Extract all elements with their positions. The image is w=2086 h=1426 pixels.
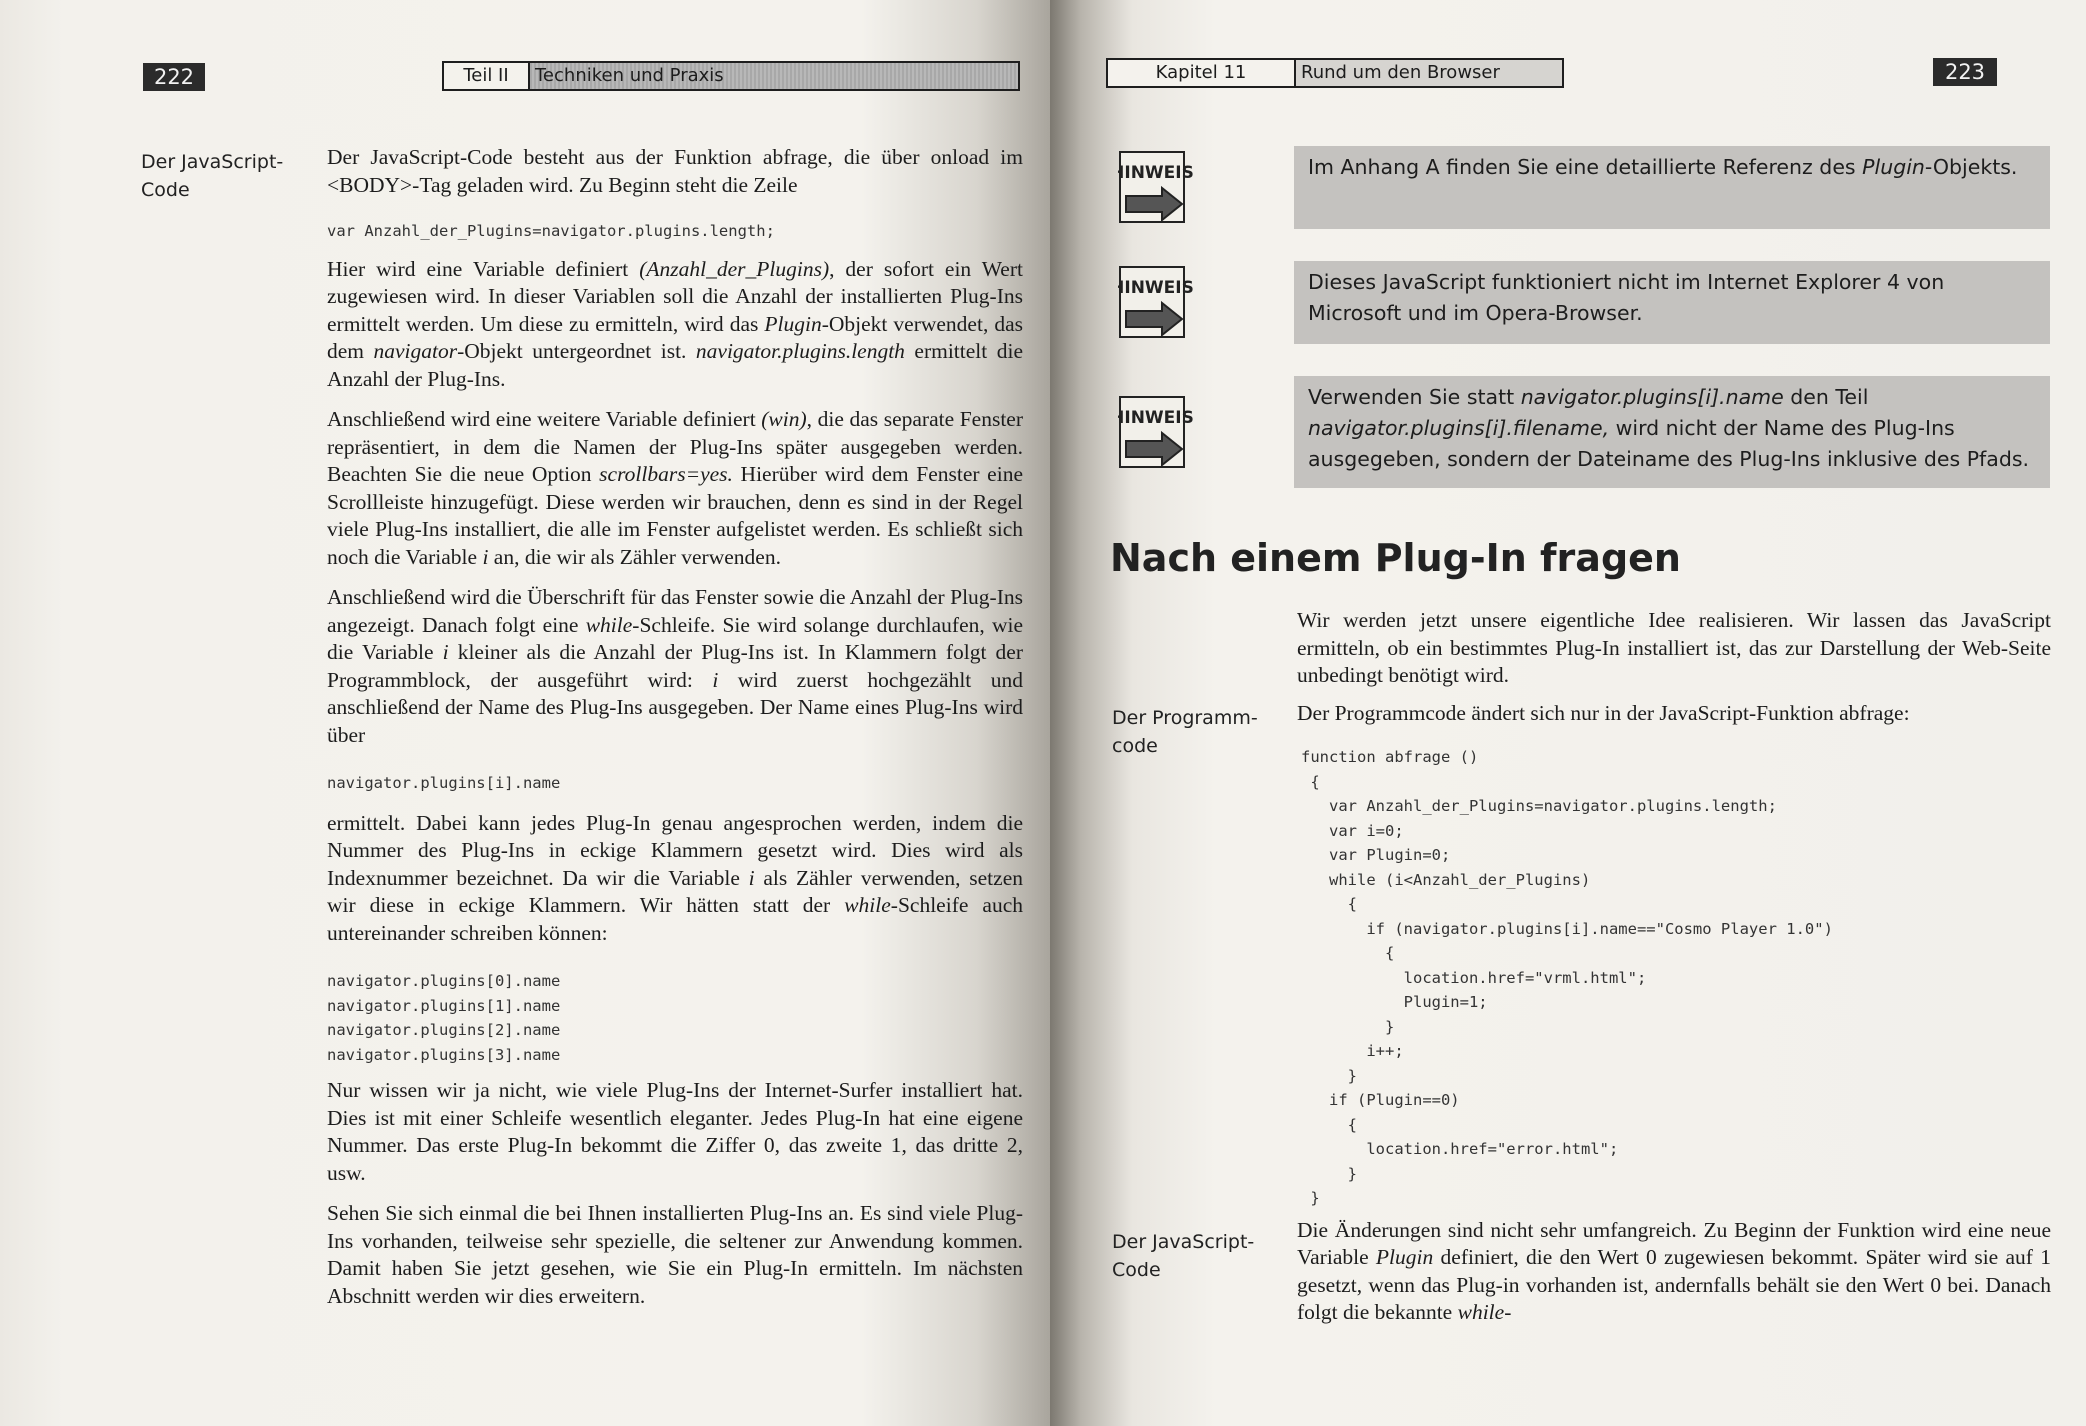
right-page: [1050, 0, 2086, 1426]
header-title: Rund um den Browser: [1296, 60, 1562, 86]
svg-text:HINWEIS: HINWEIS: [1118, 408, 1194, 428]
hint-box: Verwenden Sie statt navigator.plugins[i].name den Teil navigator.plugins[i].filename, wird nicht der Name des Plug-Ins ausgegeben, sondern der Dateiname des Plug-Ins inklusive des Pfads.: [1294, 376, 2050, 488]
paragraph: Anschließend wird die Überschrift für das Fenster sowie die Anzahl der Plug-Ins angezeigt. Danach folgt eine while-Schleife. Sie wird solange durchlaufen, wie die Variable i kleiner als die Anzahl der Plug-Ins ist. In Klammern folgt der Programmblock, der ausgeführt wird: i wird zuerst hochgezählt und anschließend der Name des Plug-Ins ausgegeben. Der Name eines Plug-Ins wird über: [327, 585, 1023, 747]
left-text-column: [327, 144, 1023, 1310]
paragraph: Sehen Sie sich einmal die bei Ihnen installierten Plug-Ins an. Es sind viele Plug-Ins vorhanden, teilweise sehr spezielle, die seltener zur Anwendung kommen. Damit haben Sie jetzt gesehen, wie Sie ein Plug-In ermitteln. Im nächsten Abschnitt werden wir dies erweitern.: [327, 1201, 1023, 1308]
paragraph: Anschließend wird eine weitere Variable definiert (win), die das separate Fenster repräsentiert, in dem die Namen der Plug-Ins später ausgegeben werden. Beachten Sie die neue Option scrollbars=yes. Hierüber wird dem Fenster eine Scrollleiste hinzugefügt. Diese werden wir brauchen, denn es sind in der Regel viele Plug-Ins installiert, die alle im Fenster aufgelistet werden. Es schließt sich noch die Variable i an, die wir als Zähler verwenden.: [327, 407, 1024, 569]
code-block: function abfrage () { var Anzahl_der_Plugins=navigator.plugins.length; var i=0; var Plugin=0; while (i<Anzahl_der_Plugins) { if (navigator.plugins[i].name=="Cosmo Player 1.0") { location.href="vrml.html"; Plugin=1; } i++; } if (Plugin==0) { location.href="error.html"; } }: [1301, 748, 1833, 1207]
paragraph: ermittelt. Dabei kann jedes Plug-In genau angesprochen werden, indem die Nummer des Plug-Ins in eckige Klammern gesetzt wird. Dies wird als Indexnummer bezeichnet. Da wir die Variable i als Zähler verwenden, setzen wir diese in eckige Klammern. Wir hätten statt der while-Schleife auch untereinander schreiben können:: [327, 810, 1024, 945]
paragraph: Der JavaScript-Code besteht aus der Funktion abfrage, die über onload im <BODY>-Tag geladen wird. Zu Beginn steht die Zeile: [327, 145, 1023, 197]
svg-text:HINWEIS: HINWEIS: [1118, 278, 1194, 298]
code-line: var Anzahl_der_Plugins=navigator.plugins.length;: [327, 222, 775, 240]
margin-note: Der Programm- code: [1112, 707, 1258, 757]
paragraph: Nur wissen wir ja nicht, wie viele Plug-Ins der Internet-Surfer installiert hat. Dies ist mit einer Schleife wesentlich eleganter. Jedes Plug-In hat eine eigene Nummer. Das erste Plug-In bekommt die Ziffer 0, das zweite 1, das dritte 2, usw.: [327, 1078, 1023, 1185]
hint-box: Im Anhang A finden Sie eine detaillierte Referenz des Plugin-Objekts.: [1294, 146, 2050, 229]
paragraph: Hier wird eine Variable definiert (Anzahl_der_Plugins), der sofort ein Wert zugewiesen wird. In dieser Variablen soll die Anzahl der installierten Plug-Ins ermittelt werden. Um diese zu ermitteln, wird das Plugin-Objekt verwendet, das dem navigator-Objekt untergeordnet ist. navigator.plugins.length ermittelt die Anzahl der Plug-Ins.: [327, 256, 1023, 391]
header-part: Teil II: [444, 63, 530, 89]
running-header: [442, 61, 1020, 91]
page-number: 223: [1933, 58, 1997, 86]
hint-box: Dieses JavaScript funktioniert nicht im Internet Explorer 4 von Microsoft und im Opera-Browser.: [1294, 261, 2050, 344]
page-number: 222: [143, 63, 205, 91]
hinweis-arrow-icon: [1118, 265, 1198, 341]
header-part: Kapitel 11: [1108, 60, 1296, 86]
margin-note: Der JavaScript- Code: [141, 151, 284, 201]
margin-note: Der JavaScript- Code: [1112, 1231, 1255, 1281]
code-line: navigator.plugins[i].name: [327, 774, 561, 792]
section-title: Nach einem Plug-In fragen: [1110, 536, 1681, 580]
paragraph: Die Änderungen sind nicht sehr umfangreich. Zu Beginn der Funktion wird eine neue Variable Plugin definiert, die den Wert 0 zugewiesen bekommt. Später wird sie auf 1 gesetzt, wenn das Plug-in vorhanden ist, andernfalls behält sie den Wert 0 bei. Danach folgt die bekannte while-: [1297, 1217, 2051, 1324]
svg-text:HINWEIS: HINWEIS: [1118, 163, 1194, 183]
running-header: [1106, 58, 1564, 88]
code-block: navigator.plugins[0].name navigator.plugins[1].name navigator.plugins[2].name navigator.plugins[3].name: [327, 972, 561, 1064]
hinweis-arrow-icon: [1118, 150, 1198, 226]
paragraph: Wir werden jetzt unsere eigentliche Idee realisieren. Wir lassen das JavaScript ermitteln, ob ein bestimmtes Plug-In installiert ist, das zur Darstellung der Web-Seite unbedingt benötigt wird.: [1297, 608, 2051, 687]
hinweis-arrow-icon: [1118, 395, 1198, 471]
paragraph: Der Programmcode ändert sich nur in der JavaScript-Funktion abfrage:: [1297, 700, 1910, 725]
right-text-column: [1297, 607, 2051, 1327]
header-title: Techniken und Praxis: [530, 63, 1018, 89]
